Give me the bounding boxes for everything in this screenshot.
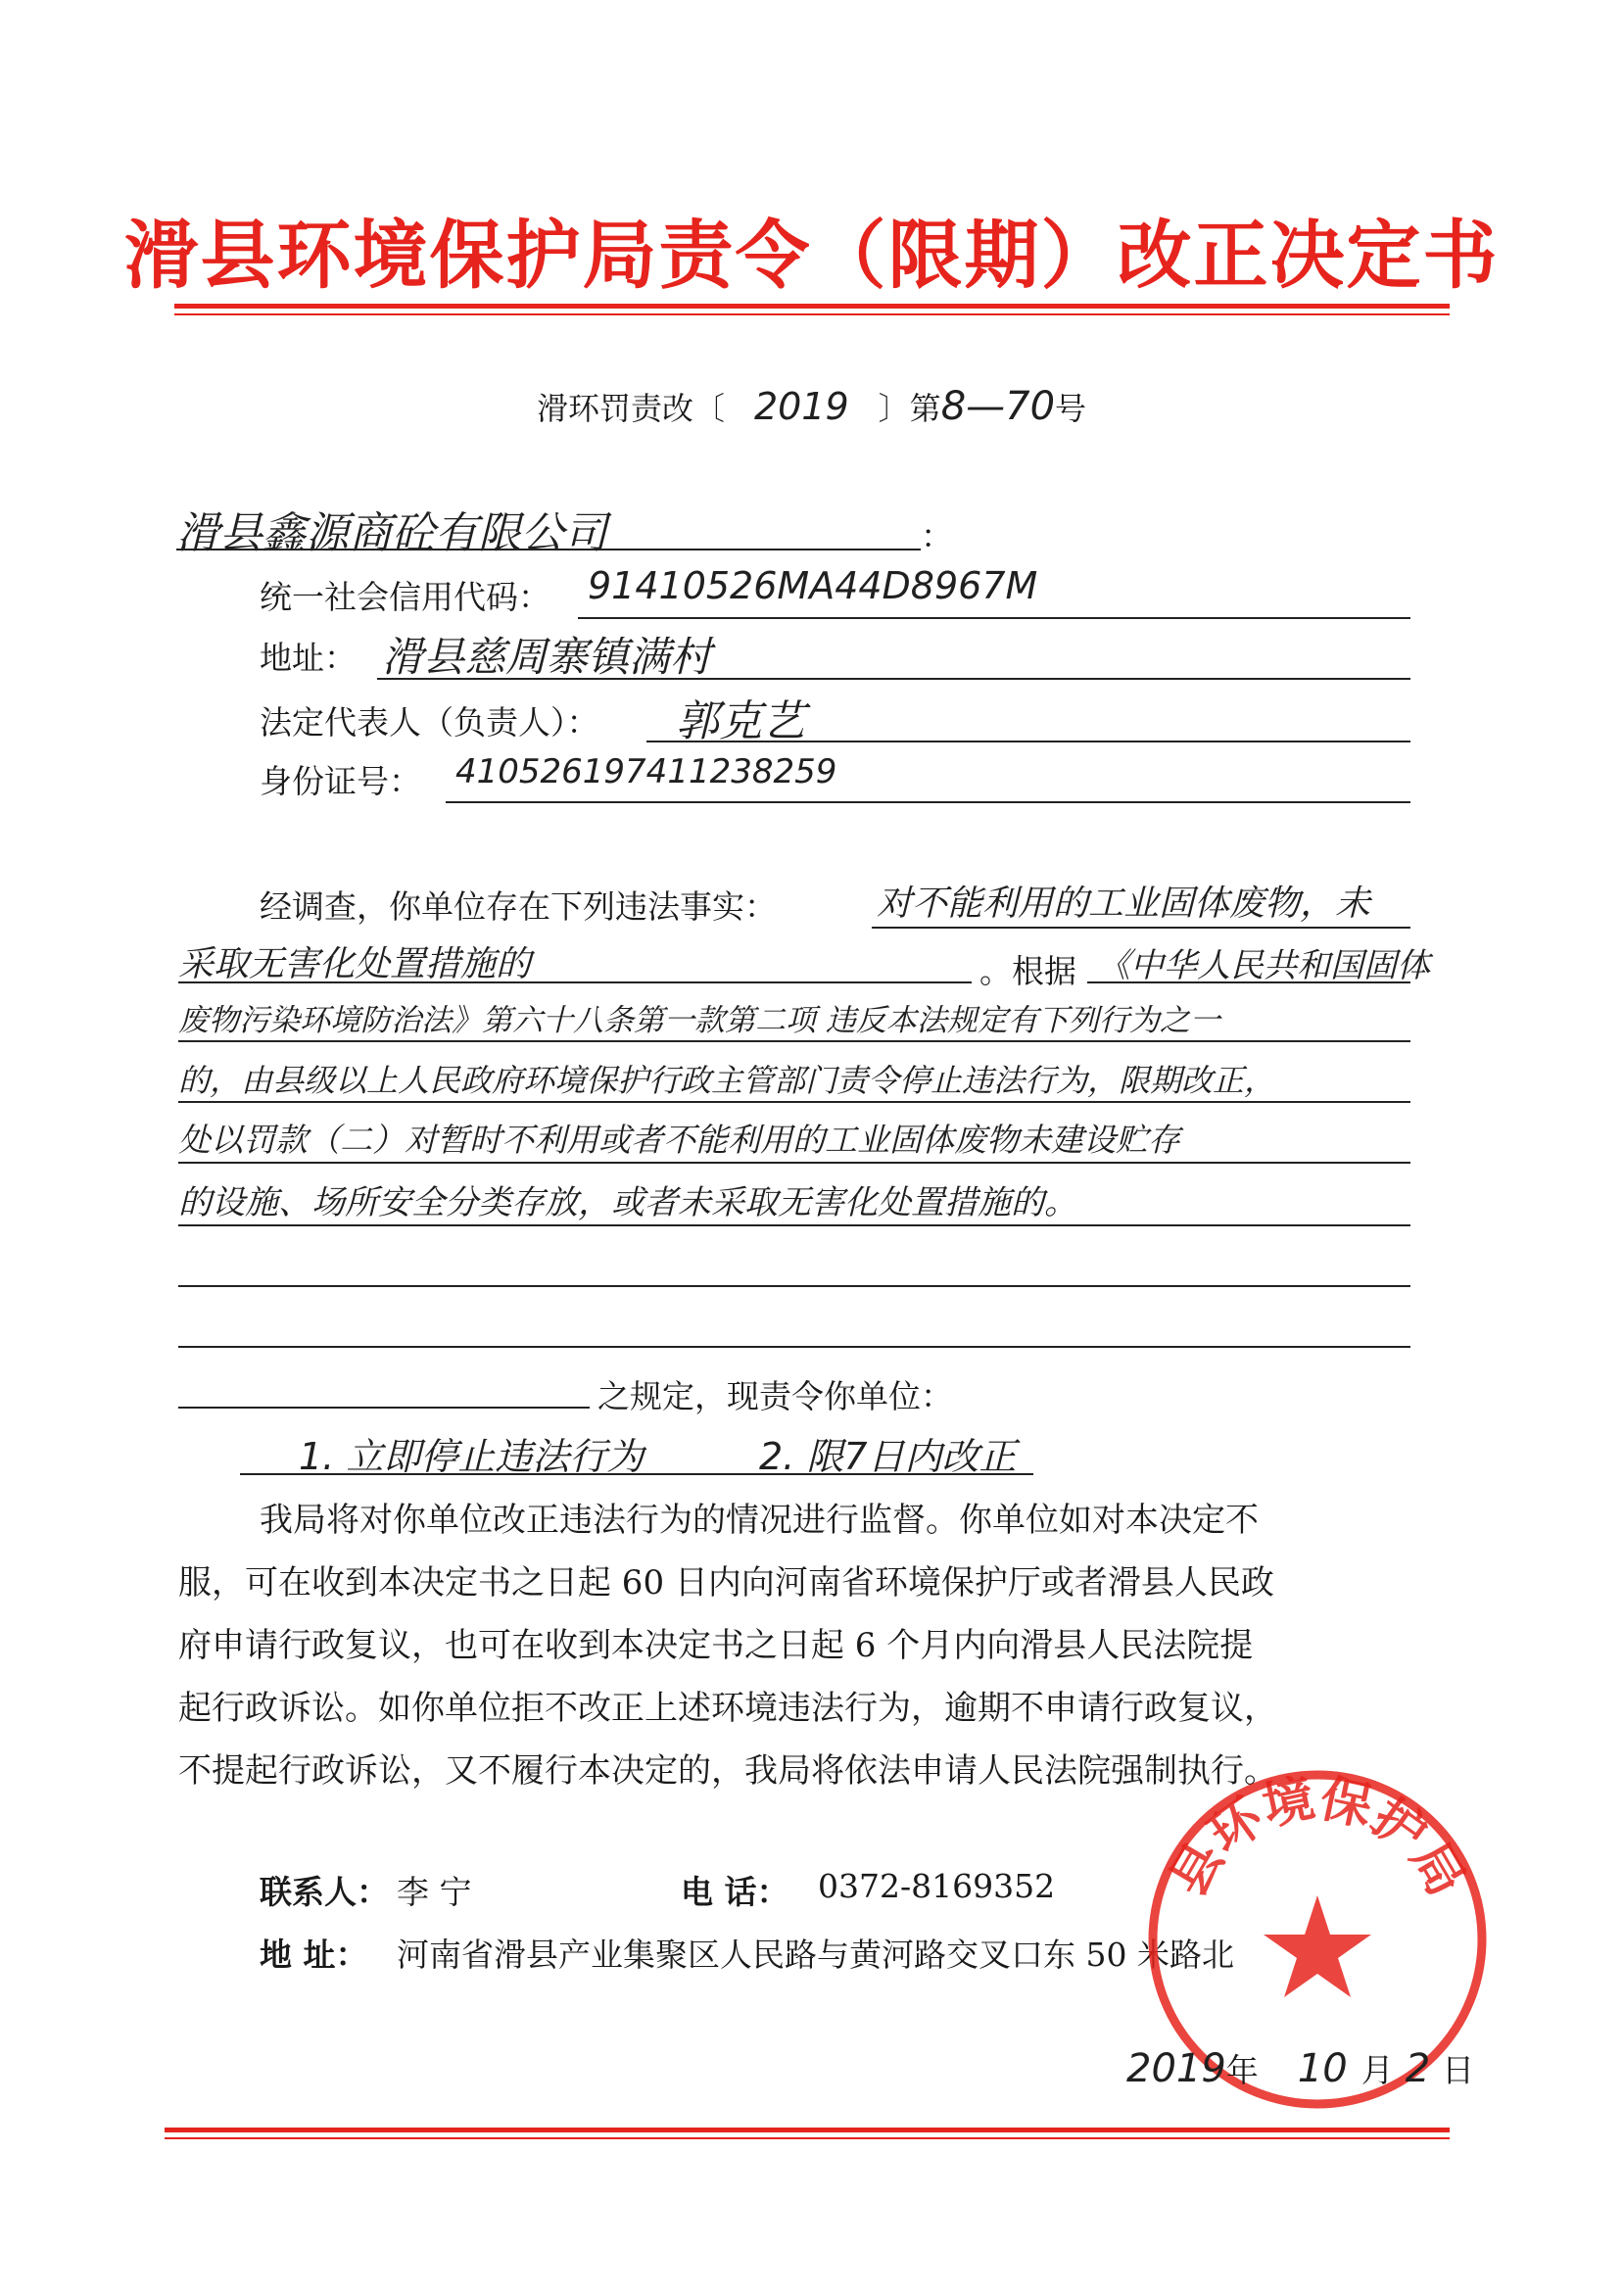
notice-line-1: 我局将对你单位改正违法行为的情况进行监督。你单位如对本决定不 [260,1501,1259,1540]
contact-address: 河南省滑县产业集聚区人民路与黄河路交叉口东 50 米路北 [397,1936,1234,1974]
seal-text: 县环境保护局 [1159,1769,1476,1906]
date-month-suffix: 月 [1360,2051,1394,2089]
blank-underline-7 [178,1285,1410,1287]
order-item-2: 2. 限7日内改正 [759,1435,1017,1478]
representative-label: 法定代表人（负责人）： [260,703,599,741]
address-value: 滑县慈周寨镇满村 [382,633,712,681]
representative-value: 郭克艺 [676,696,805,746]
document-number [0,384,1623,429]
order-label: 之规定，现责令你单位： [597,1377,953,1415]
basis-underline-5 [178,1162,1410,1164]
basis-line-4: 的，由县级以上人民政府环境保护行政主管部门责令停止违法行为，限期改正， [178,1062,1276,1099]
doc-no-suffix: 号 [1055,390,1087,427]
basis-underline-4 [178,1101,1410,1103]
basis-line-6: 的设施、场所安全分类存放，或者未采取无害化处置措施的。 [178,1183,1077,1222]
id-label: 身份证号： [260,762,421,800]
party-name: 滑县鑫源商砼有限公司 [176,508,607,558]
title-divider-thin [174,313,1450,315]
title-divider [174,304,1450,309]
contact-address-label: 地 址： [260,1936,368,1974]
bottom-divider-thin [165,2137,1450,2139]
address-label: 地址： [260,639,357,677]
facts-intro: 经调查，你单位存在下列违法事实： [260,887,777,926]
document-title: 滑县环境保护局责令（限期）改正决定书 [123,212,1500,299]
doc-no-mid: 〕第 [878,390,941,427]
representative-underline [646,741,1410,742]
date-year: 2019 [1126,2046,1226,2091]
contact-phone: 0372-8169352 [818,1867,1056,1905]
doc-no-year: 2019 [753,385,849,428]
order-item-1: 1. 立即停止违法行为 [299,1435,644,1478]
doc-no-number: 8—70 [940,384,1056,429]
contact-person-label: 联系人： [260,1873,389,1911]
date-month: 10 [1297,2046,1348,2091]
credit-code-label: 统一社会信用代码： [260,578,550,616]
party-name-underline [176,549,921,550]
notice-line-2: 服，可在收到本决定书之日起 60 日内向河南省环境保护厅或者滑县人民政 [178,1563,1274,1602]
basis-label: 。根据 [979,952,1076,990]
date-day-suffix: 日 [1442,2051,1475,2089]
facts-line-1: 对不能利用的工业固体废物，未 [877,884,1371,924]
credit-code-value: 91410526MA44D8967M [588,564,1038,607]
date-year-suffix: 年 [1225,2051,1259,2089]
id-value: 410526197411238259 [455,752,837,791]
notice-line-4: 起行政诉讼。如你单位拒不改正上述环境违法行为，逾期不申请行政复议， [178,1689,1277,1728]
notice-line-5: 不提起行政诉讼，又不履行本决定的，我局将依法申请人民法院强制执行。 [178,1751,1277,1791]
facts-underline-2 [178,981,972,983]
order-blank-underline [178,1407,590,1409]
basis-underline-head [1087,981,1410,983]
doc-no-prefix: 滑环罚责改〔 [536,390,725,427]
basis-line-5: 处以罚款（二）对暂时不利用或者不能利用的工业固体废物未建设贮存 [178,1121,1180,1159]
basis-line-3: 废物污染环境防治法》第六十八条第一款第二项 违反本法规定有下列行为之一 [178,1003,1220,1038]
id-underline [446,801,1410,803]
contact-phone-label: 电 话： [681,1873,789,1911]
bottom-divider [165,2128,1450,2132]
credit-code-underline [578,617,1410,619]
basis-line-head: 《中华人民共和国固体 [1097,946,1430,985]
blank-underline-8 [178,1346,1410,1348]
contact-person: 李 宁 [397,1873,472,1911]
party-name-colon: ： [921,517,953,555]
date-day: 2 [1405,2046,1431,2091]
order-underline [240,1473,1033,1475]
basis-underline-3 [178,1040,1410,1042]
notice-line-3: 府申请行政复议，也可在收到本决定书之日起 6 个月内向滑县人民法院提 [178,1626,1254,1665]
svg-text:县环境保护局 [1159,1769,1475,1905]
address-underline [377,678,1410,680]
facts-line-2: 采取无害化处置措施的 [178,944,532,984]
basis-underline-6 [178,1224,1410,1226]
facts-underline-1 [872,927,1410,929]
issue-date [1126,2045,1474,2091]
